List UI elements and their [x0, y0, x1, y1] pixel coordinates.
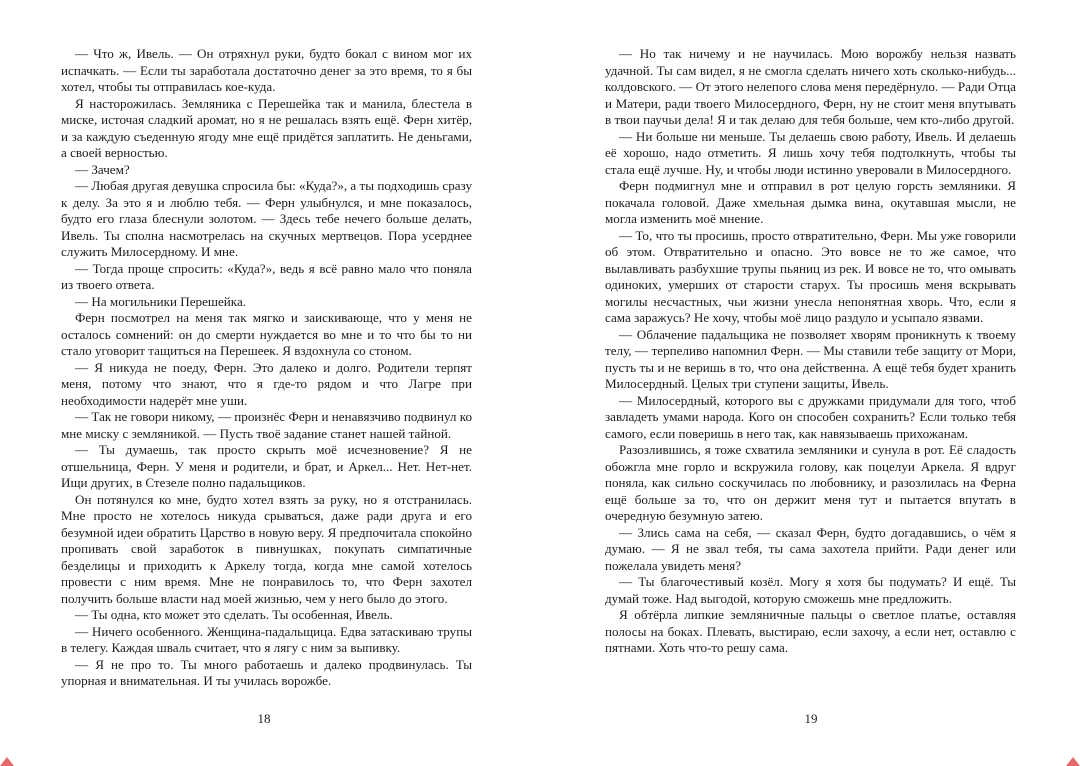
paragraph: — То, что ты просишь, просто отвратительно, Ферн. Мы уже говорили об этом. Отвратительно и опасно. Это вовсе не то же самое, что вылавливать разбухшие трупы пьяниц из рек. И вовсе не то, что омывать одиноких, умерших от старости старух. Ты просишь меня вскрывать могилы несчастных, чьи жизни унесла непонятная хворь. Что, если я сама заражусь? Не хочу, чтобы моё лицо раздуло и усыпало язвами.: [605, 227, 1016, 325]
page-number-right: 19: [804, 711, 818, 726]
paragraph: Я насторожилась. Земляника с Перешейка так и манила, блестела в миске, источая сладкий аромат, но я не решалась взять ещё. Ферн хитёр, и за каждую съеденную ягоду мне ещё придётся заплатить. Не деньгами, а своей верностью.: [61, 95, 472, 160]
paragraph: Он потянулся ко мне, будто хотел взять за руку, но я отстранилась. Мне просто не хотелось никуда срываться, даже ради друга и его безумной идеи обратить Царство в новую веру. Я предпочитала спокойно пропивать свой заработок в пивнушках, покупать симпатичные безделицы и приходить к Аркелу тогда, когда мне самой хотелось провести с ним время. Мне не понравилось то, что Ферн захотел получить больше власти над моей жизнью, чем у него было до этого.: [61, 491, 472, 606]
paragraph: — На могильники Перешейка.: [75, 293, 247, 309]
paragraph: — Зачем?: [75, 161, 130, 177]
paragraph: — Я никуда не поеду, Ферн. Это далеко и долго. Родители терпят меня, потому что знают, что я где-то рядом и что Лагре при необходимости надерёт мне уши.: [61, 359, 472, 408]
paragraph: — Что ж, Ивель. — Он отряхнул руки, будто бокал с вином мог их испачкать. — Если ты заработала достаточно денег за это время, то я бы хотел, чтобы ты отправилась кое-куда.: [61, 46, 472, 94]
paragraph: — Ни больше ни меньше. Ты делаешь свою работу, Ивель. И делаешь её хорошо, надо отметить. Я лишь хочу тебя подтолкнуть, чтобы ты стала ещё лучше. Ну, и чтобы люди истинно уверовали в Милосердного.: [605, 128, 1016, 177]
paragraph: Ферн подмигнул мне и отправил в рот целую горсть земляники. Я покачала головой. Даже хмельная дымка вина, окутавшая мысли, не могла изменить моё мнение.: [605, 178, 1016, 226]
paragraph: — Ты благочестивый козёл. Могу я хотя бы подумать? И ещё. Ты думай тоже. Над выгодой, которую сможешь мне предложить.: [605, 574, 1016, 606]
paragraph: — Любая другая девушка спросила бы: «Куда?», а ты подходишь сразу к делу. За это я и люблю тебя. — Ферн улыбнулся, и мне показалось, будто его глаза блеснули золотом. — Здесь тебе нечего больше делать, Ивель. Ты сполна насмотрелась на скучных мертвецов. Пора усерднее служить Милосердному. И мне.: [61, 178, 472, 259]
paragraph: — Но так ничему и не научилась. Мою ворожбу нельзя назвать удачной. Ты сам видел, я не смогла сделать ничего хоть сколько-нибудь... колдовского. — От этого нелепого слова меня передёрнуло. — Ради Отца и Матери, ради твоего Милосердного, Ферн, ну не стоит меня впутывать в твои паучьи дела! Я и так делаю для тебя больше, чем кто-либо другой.: [605, 46, 1016, 127]
paragraph: Разозлившись, я тоже схватила земляники и сунула в рот. Её сладость обожгла мне горло и вскружила голову, как поцелуи Аркела. Я вдруг поняла, как сильно соскучилась по любовнику, и разозлилась на Ферна ещё больше за то, что он держит меня тут и пытается впутать в очередную безумную затею.: [605, 442, 1016, 523]
corner-marker-left: [0, 757, 14, 766]
page-number-left: 18: [257, 711, 271, 726]
paragraph: — Ничего особенного. Женщина-падальщица. Едва затаскиваю трупы в телегу. Каждая шваль считает, что я лягу с ним за выпивку.: [61, 623, 472, 655]
paragraph: — Ты думаешь, так просто скрыть моё исчезновение? Я не отшельница, Ферн. У меня и родители, и брат, и Аркел... Нет. Нет-нет. Ищи других, в Стезеле полно падальщиков.: [61, 442, 472, 490]
paragraph: — Я не про то. Ты много работаешь и далеко продвинулась. Ты упорная и внимательная. И ты училась ворожбе.: [61, 656, 472, 688]
paragraph: Ферн посмотрел на меня так мягко и заискивающе, что у меня не осталось сомнений: он до смерти нуждается во мне и то что бы то ни стало уговорит тащиться на Перешеек. Я вздохнула со стоном.: [61, 310, 472, 358]
paragraph: — Милосердный, которого вы с дружками придумали для того, чтоб завладеть умами народа. Кого он способен сохранить? Если только тебя самого, если поверишь в него так, как навязываешь прихожанам.: [605, 392, 1016, 441]
paragraph: — Облачение падальщика не позволяет хворям проникнуть к твоему телу, — терпеливо напомнил Ферн. — Мы ставили тебе защиту от Мори, пусть ты и не веришь в то, что она действенна. А ещё тебя будет хранить Милосердный. Целых три ступени защиты, Ивель.: [605, 326, 1016, 391]
right-page-text: [605, 46, 1016, 657]
paragraph: — Тогда проще спросить: «Куда?», ведь я всё равно мало что поняла из твоего ответа.: [61, 260, 472, 292]
left-page-text: [61, 46, 472, 690]
paragraph: — Ты одна, кто может это сделать. Ты особенная, Ивель.: [75, 607, 393, 622]
corner-marker-right: [1066, 757, 1080, 766]
paragraph: Я обтёрла липкие земляничные пальцы о светлое платье, оставляя полосы на боках. Плевать, выстираю, если захочу, а если нет, оставлю с пятнами. Хоть что-то решу сама.: [605, 607, 1016, 655]
right-page: [540, 0, 1080, 766]
paragraph: — Злись сама на себя, — сказал Ферн, будто догадавшись, о чём я думаю. — Я не звал тебя, ты сама захотела прийти. Ради денег или пожелала увидеть меня?: [605, 524, 1016, 573]
paragraph: — Так не говори никому, — произнёс Ферн и ненавязчиво подвинул ко мне миску с земляникой. — Пусть твоё задание станет нашей тайной.: [61, 409, 472, 441]
